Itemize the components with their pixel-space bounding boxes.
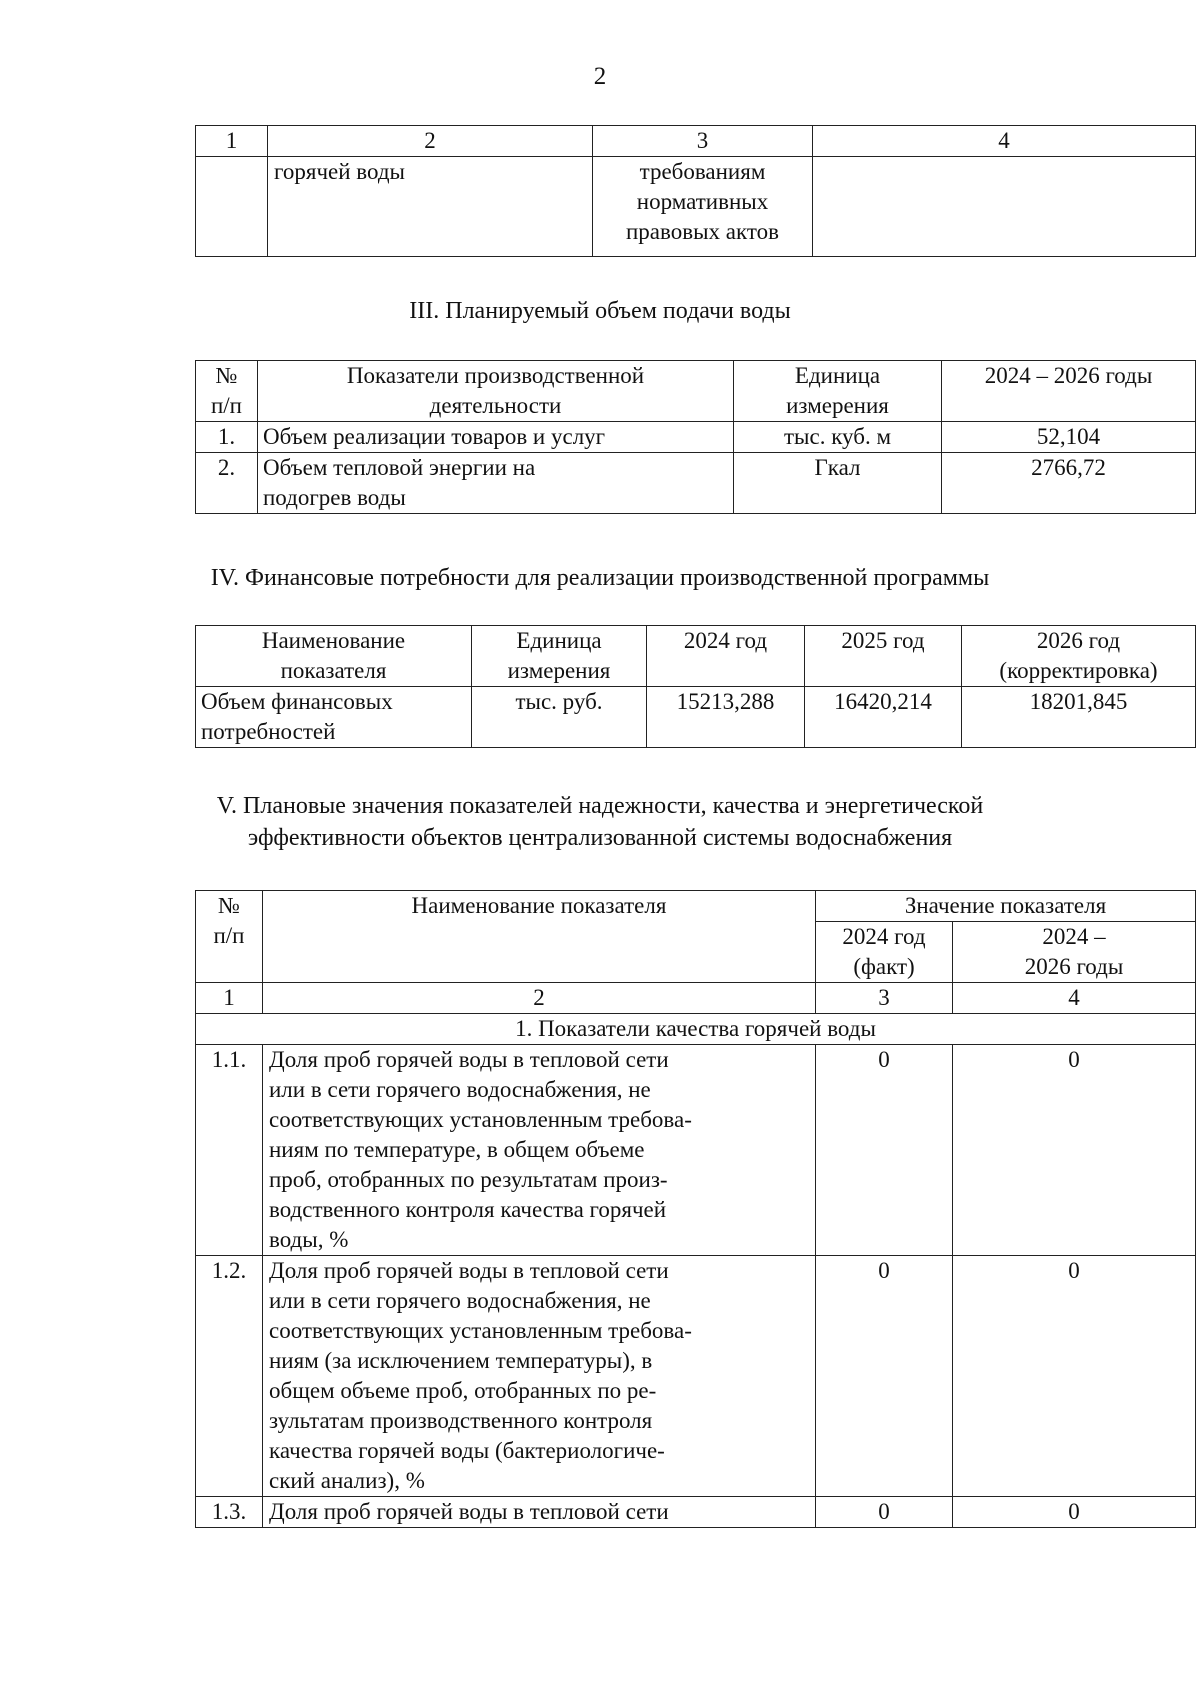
cell-line: № xyxy=(215,363,238,388)
group-title: 1. Показатели качества горячей воды xyxy=(196,1014,1196,1045)
table-cell: 16420,214 xyxy=(805,687,962,748)
table-row xyxy=(196,453,1196,514)
table-cell xyxy=(196,687,472,748)
table-header-row xyxy=(196,361,1196,422)
table-cell: 2 xyxy=(263,983,816,1014)
table-cell: 1 xyxy=(196,126,268,157)
table-cell: 15213,288 xyxy=(647,687,805,748)
table-row xyxy=(196,687,1196,748)
cell-line: деятельности xyxy=(429,393,562,418)
table-cell: 3 xyxy=(816,983,953,1014)
table-cell: 1.1. xyxy=(196,1045,263,1256)
cell-line: Объем финансовых xyxy=(201,689,393,714)
table-cell: 0 xyxy=(816,1497,953,1528)
table-cell xyxy=(263,1045,816,1256)
table-cell xyxy=(258,453,734,514)
table-cell: горячей воды xyxy=(268,157,593,257)
cell-line: Наименование xyxy=(261,628,406,653)
table-cell: 1.3. xyxy=(196,1497,263,1528)
cell-line: Объем тепловой энергии на xyxy=(263,455,536,480)
table-cell: тыс. куб. м xyxy=(734,422,942,453)
cell-line: Доля проб горячей воды в тепловой сети xyxy=(269,1258,669,1283)
cell-line: показателя xyxy=(280,658,387,683)
table-cell xyxy=(263,1256,816,1497)
table-cell xyxy=(816,922,953,983)
table-cell: 2024 год xyxy=(647,626,805,687)
table-cell xyxy=(962,626,1196,687)
table-cell: Наименование показателя xyxy=(263,891,816,983)
table-cell xyxy=(258,361,734,422)
cell-line: правовых актов xyxy=(626,219,779,244)
table-cell xyxy=(196,626,472,687)
table-cell: Значение показателя xyxy=(816,891,1196,922)
table-cell: 0 xyxy=(816,1256,953,1497)
cell-line: п/п xyxy=(213,923,245,948)
cell-line: или в сети горячего водоснабжения, не xyxy=(269,1077,651,1102)
cell-line: качества горячей воды (бактериологиче- xyxy=(269,1438,665,1463)
table-row xyxy=(196,1256,1196,1497)
table-cell: 0 xyxy=(953,1045,1196,1256)
table-cell: 0 xyxy=(953,1497,1196,1528)
cell-line: нормативных xyxy=(636,189,769,214)
cell-line: измерения xyxy=(786,393,889,418)
table-row xyxy=(196,1497,1196,1528)
title-line: эффективности объектов централизованной системы водоснабжения xyxy=(247,825,953,851)
cell-line: Доля проб горячей воды в тепловой сети xyxy=(269,1047,669,1072)
table-cell: 2 xyxy=(268,126,593,157)
table-row xyxy=(196,1045,1196,1256)
cell-line: измерения xyxy=(507,658,611,683)
cell-line: Единица xyxy=(516,628,602,653)
table-row xyxy=(196,157,1196,257)
table-header-row xyxy=(196,626,1196,687)
cell-line: общем объеме проб, отобранных по ре- xyxy=(269,1378,657,1403)
cell-line: 2026 годы xyxy=(1024,954,1124,979)
cell-line: ский анализ), % xyxy=(269,1468,425,1493)
cell-line: зультатам производственного контроля xyxy=(269,1408,653,1433)
table-cell xyxy=(813,157,1196,257)
section-5-title xyxy=(0,790,1200,854)
table-cell xyxy=(196,361,258,422)
table-cell: Доля проб горячей воды в тепловой сети xyxy=(263,1497,816,1528)
continuation-table xyxy=(195,125,1196,257)
table-cell xyxy=(593,157,813,257)
table-cell xyxy=(196,891,263,983)
table-cell: 1 xyxy=(196,983,263,1014)
title-line: V. Плановые значения показателей надежности, качества и энергетической xyxy=(216,793,984,819)
table-cell: 4 xyxy=(813,126,1196,157)
table-cell: 0 xyxy=(816,1045,953,1256)
cell-line: п/п xyxy=(210,393,242,418)
cell-line: № xyxy=(218,893,240,918)
cell-line: Единица xyxy=(794,363,881,388)
page-number: 2 xyxy=(593,63,607,90)
table-cell: 0 xyxy=(953,1256,1196,1497)
cell-line: потребностей xyxy=(201,719,336,744)
table-cell: 1. xyxy=(196,422,258,453)
table-cell: 2024 – 2026 годы xyxy=(942,361,1196,422)
cell-line: 2026 год xyxy=(1036,628,1121,653)
table-cell: 52,104 xyxy=(942,422,1196,453)
table-cell: Гкал xyxy=(734,453,942,514)
financial-needs-table xyxy=(195,625,1196,748)
table-cell: тыс. руб. xyxy=(472,687,647,748)
cell-line: ниям (за исключением температуры), в xyxy=(269,1348,653,1373)
cell-line: ниям по температуре, в общем объеме xyxy=(269,1137,645,1162)
table-cell: 2. xyxy=(196,453,258,514)
cell-line: требованиям xyxy=(639,159,766,184)
table-header-row xyxy=(196,126,1196,157)
table-cell xyxy=(953,922,1196,983)
table-cell: Объем реализации товаров и услуг xyxy=(258,422,734,453)
group-row xyxy=(196,1014,1196,1045)
cell-line: подогрев воды xyxy=(263,485,406,510)
cell-line: соответствующих установленным требова- xyxy=(269,1318,692,1343)
table-cell: 4 xyxy=(953,983,1196,1014)
cell-line: (корректировка) xyxy=(999,658,1158,683)
cell-line: проб, отобранных по результатам произ- xyxy=(269,1167,668,1192)
table-cell: 18201,845 xyxy=(962,687,1196,748)
cell-line: 2024 – xyxy=(1042,924,1106,949)
cell-line: Показатели производственной xyxy=(346,363,645,388)
cell-line: 2024 год xyxy=(842,924,926,949)
cell-line: или в сети горячего водоснабжения, не xyxy=(269,1288,651,1313)
cell-line: (факт) xyxy=(853,954,915,979)
column-number-row xyxy=(196,983,1196,1014)
table-cell: 2766,72 xyxy=(942,453,1196,514)
cell-line: водственного контроля качества горячей xyxy=(269,1197,667,1222)
cell-line: соответствующих установленным требова- xyxy=(269,1107,692,1132)
table-header-row xyxy=(196,891,1196,922)
table-cell: 3 xyxy=(593,126,813,157)
section-3-title: III. Планируемый объем подачи воды xyxy=(409,298,791,324)
indicators-table xyxy=(195,890,1196,1528)
table-cell xyxy=(734,361,942,422)
table-cell xyxy=(196,157,268,257)
table-cell: 2025 год xyxy=(805,626,962,687)
water-volume-table xyxy=(195,360,1196,514)
table-row xyxy=(196,422,1196,453)
cell-line: воды, % xyxy=(269,1227,349,1252)
table-cell: 1.2. xyxy=(196,1256,263,1497)
section-4-title: IV. Финансовые потребности для реализации производственной программы xyxy=(210,565,990,591)
table-cell xyxy=(472,626,647,687)
